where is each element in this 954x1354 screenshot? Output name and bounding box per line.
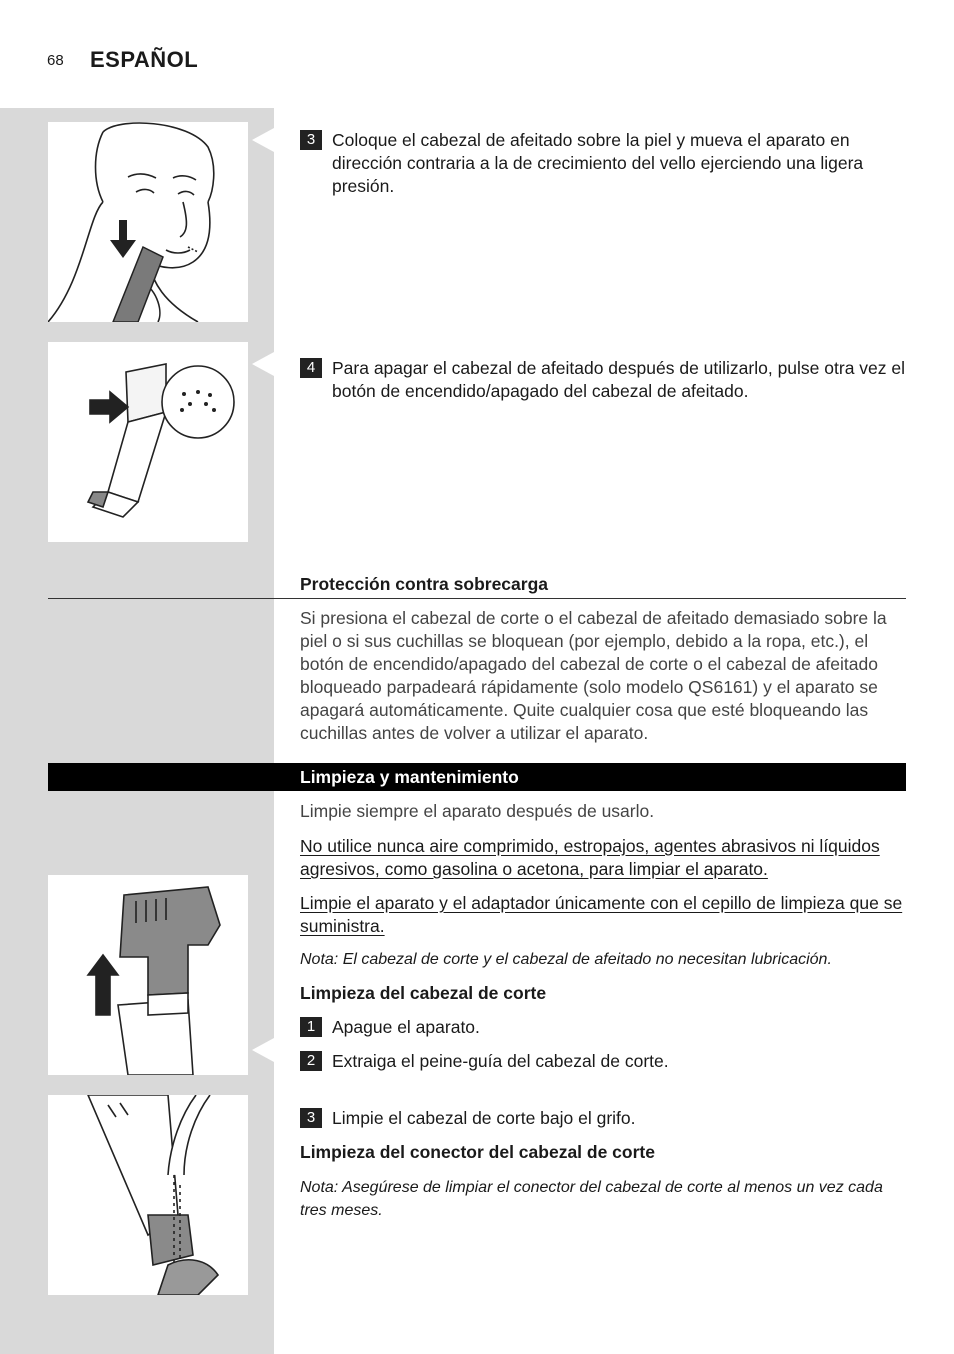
illustration-pointer bbox=[252, 1038, 274, 1062]
step-number-badge: 4 bbox=[300, 358, 322, 378]
step-number-badge: 2 bbox=[300, 1051, 322, 1071]
remove-comb-illustration bbox=[48, 875, 248, 1075]
cleaning-step-2 bbox=[300, 1050, 910, 1073]
shave-step-4 bbox=[300, 357, 910, 403]
step-number-badge: 3 bbox=[300, 1108, 322, 1128]
overload-body: Si presiona el cabezal de corte o el cabezal de afeitado demasiado sobre la piel o si sus cuchillas se bloquean (por ejemplo, debido a la ropa, etc.), el botón de encendido/apagado del cabezal de corte o el cabezal de afeitado bloqueado parpadeará rápidamente (solo modelo QS6161) y el aparato se apagará automáticamente. Quite cualquier cosa que esté bloqueando las cuchillas antes de volver a utilizar el aparato. bbox=[300, 608, 887, 743]
connector-cleaning-heading: Limpieza del conector del cabezal de corte bbox=[300, 1142, 655, 1162]
language-heading: ESPAÑOL bbox=[90, 47, 199, 72]
cleaning-warning-2: Limpie el aparato y el adaptador únicamente con el cepillo de limpieza que se suministra. bbox=[300, 893, 903, 936]
cutting-head-cleaning-heading: Limpieza del cabezal de corte bbox=[300, 983, 547, 1003]
step-text: Coloque el cabezal de afeitado sobre la piel y mueva el aparato en dirección contraria a la de crecimiento del vello ejerciendo una ligera presión. bbox=[332, 130, 864, 196]
cleaning-intro: Limpie siempre el aparato después de usarlo. bbox=[300, 801, 655, 821]
step-number-badge: 1 bbox=[300, 1017, 322, 1037]
step-text: Extraiga el peine-guía del cabezal de corte. bbox=[332, 1051, 669, 1071]
step-number-badge: 3 bbox=[300, 130, 322, 150]
illustration-pointer bbox=[252, 352, 274, 376]
step-text: Para apagar el cabezal de afeitado después de utilizarlo, pulse otra vez el botón de encendido/apagado del cabezal de afeitado. bbox=[332, 358, 906, 401]
illustration-pointer bbox=[252, 128, 274, 152]
connector-note: Nota: Asegúrese de limpiar el conector del cabezal de corte al menos un vez cada tres meses. bbox=[300, 1179, 883, 1219]
section-divider bbox=[48, 598, 906, 599]
cleaning-warning-1: No utilice nunca aire comprimido, estropajos, agentes abrasivos ni líquidos agresivos, como gasolina o acetona, para limpiar el aparato. bbox=[300, 836, 880, 879]
shave-step-3 bbox=[300, 129, 910, 198]
overload-heading: Protección contra sobrecarga bbox=[300, 574, 548, 594]
section-heading-bar bbox=[48, 763, 906, 791]
shaving-face-illustration bbox=[48, 122, 248, 322]
page-number: 68 bbox=[47, 52, 64, 69]
cleaning-step-3 bbox=[300, 1107, 910, 1130]
rinse-under-tap-illustration bbox=[48, 1095, 248, 1295]
cleaning-heading: Limpieza y mantenimiento bbox=[300, 767, 519, 787]
lubrication-note: Nota: El cabezal de corte y el cabezal de afeitado no necesitan lubricación. bbox=[300, 951, 832, 968]
step-text: Limpie el cabezal de corte bajo el grifo. bbox=[332, 1108, 636, 1128]
step-text: Apague el aparato. bbox=[332, 1017, 480, 1037]
power-button-illustration bbox=[48, 342, 248, 542]
cleaning-step-1 bbox=[300, 1016, 910, 1039]
